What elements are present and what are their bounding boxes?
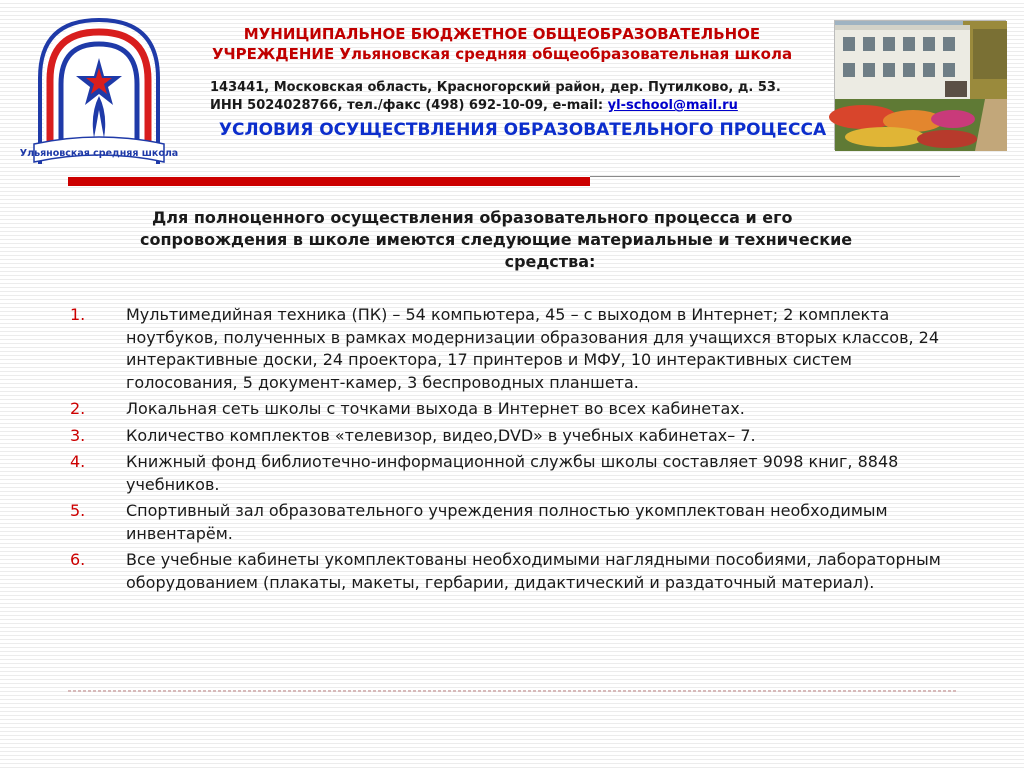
title-divider-red: [68, 177, 590, 186]
intro-line-2: сопровождения в школе имеются следующие материальные и технические: [140, 230, 853, 249]
list-item: [70, 425, 970, 448]
header-organization-line1: МУНИЦИПАЛЬНОЕ БЮДЖЕТНОЕ ОБЩЕОБРАЗОВАТЕЛЬНОЕ: [243, 25, 761, 43]
list-item-number: 3.: [70, 425, 86, 445]
list-item-text: Количество комплектов «телевизор, видео,DVD» в учебных кабинетах– 7.: [126, 425, 756, 445]
resources-list: [70, 304, 970, 598]
list-item-number: 1.: [70, 305, 86, 324]
intro-line-3: средства:: [504, 252, 596, 271]
list-item-number: 2.: [70, 399, 86, 418]
email-link[interactable]: yl-school@mail.ru: [607, 98, 738, 113]
list-item-text: Мультимедийная техника (ПК) – 54 компьютера, 45 – с выходом в Интернет; 2 комплекта ноутбуков, полученных в рамках модернизации образования для учащихся вторых классов, 24 интерактивные доски, 24 проектора, 17 принтеров и МФУ, 10 интерактивных систем голосования, 5 документ-камер, 3 беспроводных планшета.: [126, 305, 940, 392]
list-item-number: 6.: [70, 550, 86, 569]
list-item: [70, 398, 970, 421]
list-item: [70, 304, 970, 394]
school-contacts: [210, 97, 830, 115]
contacts-text: ИНН 5024028766, тел./факс (498) 692-10-09, e-mail:: [210, 98, 608, 113]
school-logo: [19, 18, 179, 168]
list-item-text: Книжный фонд библиотечно-информационной службы школы составляет 9098 книг, 8848 учебников.: [126, 452, 899, 494]
school-building-photo: [834, 20, 1006, 150]
list-item-text: Локальная сеть школы с точками выхода в Интернет во всех кабинетах.: [126, 399, 745, 418]
logo-banner-text: Ульяновская средняя школа: [19, 148, 179, 159]
list-item-number: 5.: [70, 501, 86, 520]
intro-line-1: Для полноценного осуществления образовательного процесса и его: [152, 208, 793, 227]
list-item: [70, 451, 970, 496]
list-item: [70, 500, 970, 545]
slide-title: УСЛОВИЯ ОСУЩЕСТВЛЕНИЯ ОБРАЗОВАТЕЛЬНОГО ПРОЦЕССА: [218, 120, 827, 140]
list-item-text: Все учебные кабинеты укомплектованы необходимыми наглядными пособиями, лабораторным оборудованием (плакаты, макеты, гербарии, дидактический и раздаточный материал).: [126, 550, 941, 592]
header-organization-line2: УЧРЕЖДЕНИЕ Ульяновская средняя общеобразовательная школа: [211, 45, 793, 63]
school-address: 143441, Московская область, Красногорский район, дер. Путилково, д. 53.: [210, 80, 781, 95]
list-item: [70, 549, 970, 594]
title-divider-gray: [590, 176, 960, 177]
intro-paragraph: [130, 207, 970, 273]
list-item-number: 4.: [70, 452, 86, 471]
list-item-text: Спортивный зал образовательного учреждения полностью укомплектован необходимым инвентарём.: [126, 501, 888, 543]
footer-divider: [68, 690, 956, 692]
